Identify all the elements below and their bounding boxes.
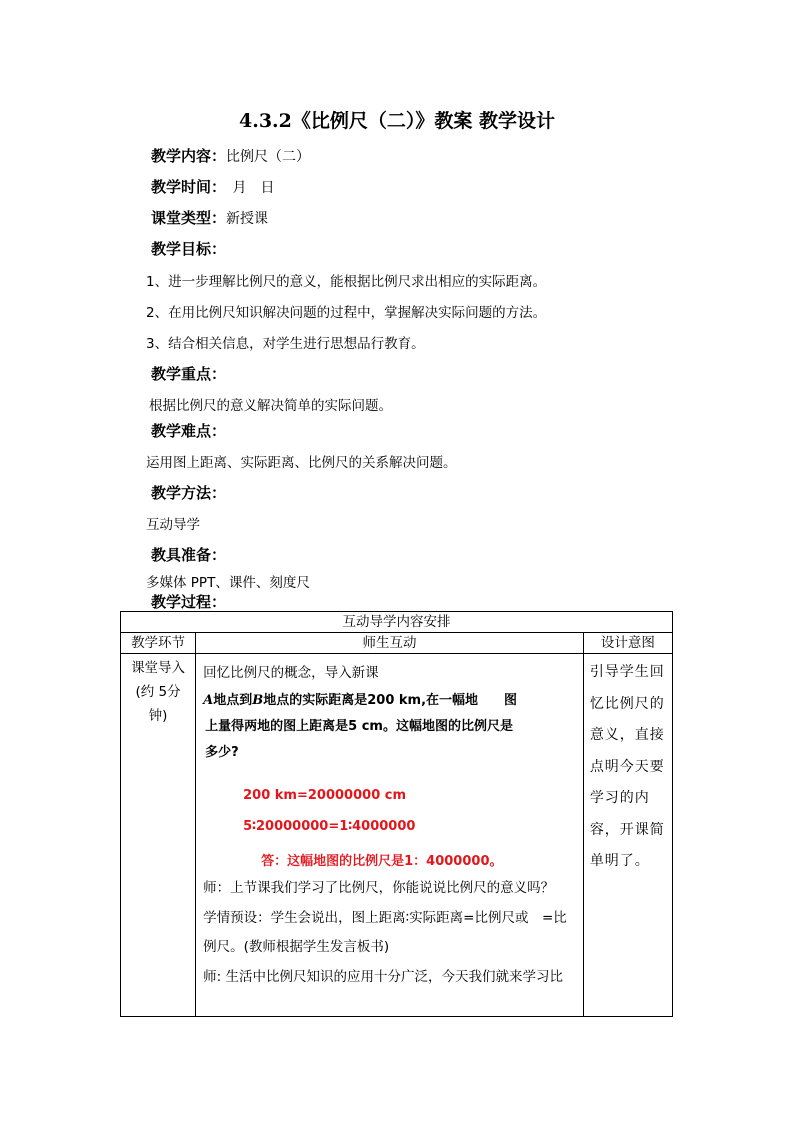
question-line: A地点到B地点的实际距离是200 km,在一幅地 图: [203, 693, 518, 708]
page-title: 4.3.2《比例尺（二）》教案 教学设计: [238, 110, 555, 132]
key-point-label: 教学重点：: [151, 365, 227, 383]
key-point-text: 根据比例尺的意义解决简单的实际问题。: [149, 398, 392, 414]
calc-line: 200 km=20000000 cm: [243, 788, 407, 803]
process-label: 教学过程：: [151, 593, 227, 611]
meta-label: 教学目标：: [151, 240, 227, 258]
question-line: 多少?: [205, 745, 239, 760]
intro-line: 回忆比例尺的概念，导入新课: [203, 665, 379, 681]
goal-item: 2、在用比例尺知识解决问题的过程中，掌握解决实际问题的方法。: [146, 305, 547, 321]
header-intent: 设计意图: [583, 633, 672, 654]
dialog-line: 学情预设：学生会说出，图上距离∶实际距离=比例尺或 =比: [203, 910, 567, 926]
header-interaction: 师生互动: [196, 633, 584, 654]
table-caption: 互动导学内容安排: [121, 612, 673, 633]
difficulty-label: 教学难点：: [151, 422, 227, 440]
answer-line: 答：这幅地图的比例尺是1：4000000。: [261, 854, 503, 869]
dialog-line: 例尺。(教师根据学生发言板书): [203, 939, 390, 955]
meta-label: 教学内容：: [151, 147, 227, 165]
difficulty-text: 运用图上距离、实际距离、比例尺的关系解决问题。: [146, 455, 457, 471]
goal-item: 3、结合相关信息，对学生进行思想品行教育。: [146, 336, 425, 352]
meta-value: 月 日: [218, 180, 275, 196]
interaction-cell: [196, 654, 584, 1017]
meta-value: 新授课: [226, 211, 269, 227]
meta-value: 比例尺（二）: [226, 149, 311, 165]
meta-content: [151, 145, 310, 166]
meta-time: [151, 176, 275, 197]
dialog-line: 师: 生活中比例尺知识的应用十分广泛，今天我们就来学习比: [203, 969, 563, 985]
method-label: 教学方法：: [151, 484, 227, 502]
method-text: 互动导学: [146, 517, 200, 533]
meta-label: 教学时间：: [151, 178, 219, 196]
meta-type: [151, 207, 268, 228]
question-line: 上量得两地的图上距离是5 cm。这幅地图的比例尺是: [205, 719, 513, 734]
calc-line: 5∶20000000=1∶4000000: [243, 819, 416, 834]
header-stage: 教学环节: [121, 633, 196, 654]
stage-cell: 课堂导入 (约 5分 钟): [121, 654, 196, 1017]
meta-label: 课堂类型：: [151, 209, 227, 227]
process-table: [120, 611, 673, 1017]
intent-cell: 引导学生回忆比例尺的意义，直接点明今天要学习的内容，开课简单明了。: [583, 654, 672, 1017]
dialog-line: 师：上节课我们学习了比例尺，你能说说比例尺的意义吗？: [203, 880, 555, 896]
goal-item: 1、进一步理解比例尺的意义，能根据比例尺求出相应的实际距离。: [146, 274, 547, 290]
tools-text: 多媒体 PPT、课件、刻度尺: [146, 575, 310, 591]
tools-label: 教具准备：: [151, 546, 227, 564]
meta-goals: [151, 238, 226, 259]
